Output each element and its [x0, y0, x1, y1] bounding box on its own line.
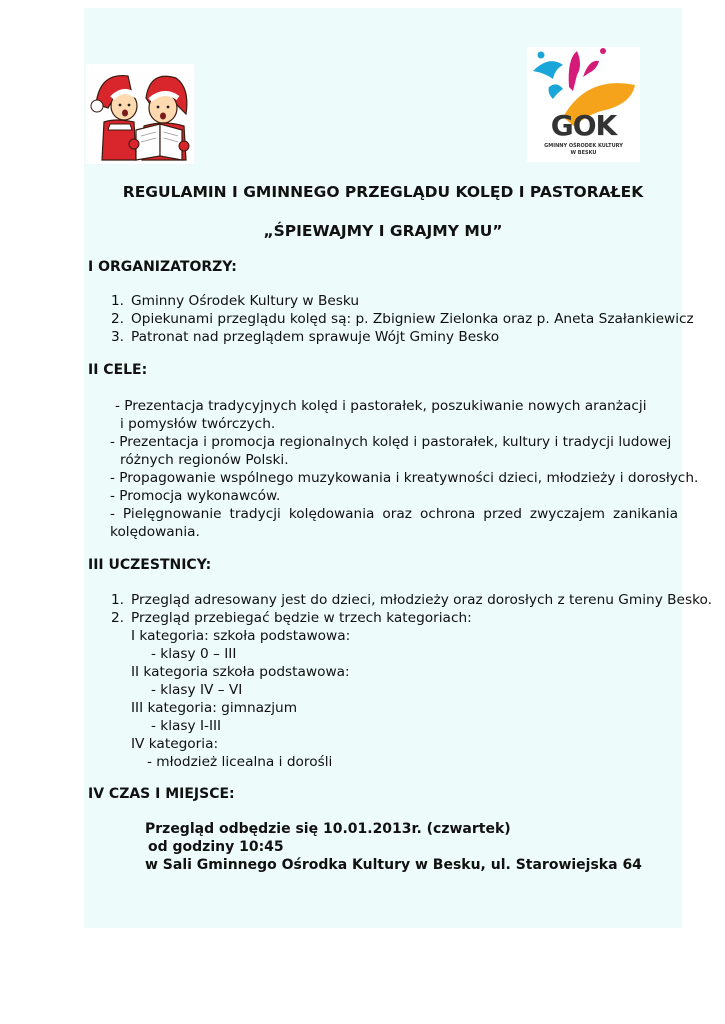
goal-5-line1: - Pielęgnowanie tradycji kolędowania oraz ochrona przed zwyczajem zanikania [110, 506, 678, 522]
list-item-text: Przegląd adresowany jest do dzieci, młodzieży oraz dorosłych z terenu Gminy Besko. [131, 592, 713, 608]
goal-3: - Propagowanie wspólnego muzykowania i kreatywności dzieci, młodzieży i dorosłych. [110, 470, 699, 486]
goal-1-line2: i pomysłów twórczych. [120, 416, 276, 432]
logo-caption-line2: W BESKU [570, 150, 597, 156]
goal-1-line1: - Prezentacja tradycyjnych kolęd i pastorałek, poszukiwanie nowych aranżacji [115, 398, 647, 414]
list-item-text: Przegląd przebiegać będzie w trzech kategoriach: [131, 610, 472, 626]
category-4-detail: - młodzież licealna i dorośli [147, 754, 333, 770]
category-3-name: III kategoria: gimnazjum [131, 700, 298, 716]
section-heading-time-place: IV CZAS I MIEJSCE: [88, 786, 235, 802]
carolers-illustration [86, 64, 194, 164]
goal-5-line2: kolędowania. [110, 524, 200, 540]
goal-4: - Promocja wykonawców. [110, 488, 281, 504]
list-number: 3. [110, 329, 124, 345]
logo-text: GOK [550, 109, 617, 142]
event-time: od godziny 10:45 [148, 839, 284, 855]
section-heading-participants: III UCZESTNICY: [88, 557, 212, 573]
gok-logo [527, 47, 640, 162]
list-item-text: Gminny Ośrodek Kultury w Besku [131, 293, 360, 309]
list-item-text: Opiekunami przeglądu kolęd są: p. Zbigniew Zielonka oraz p. Aneta Szałankiewicz [131, 311, 694, 327]
list-number: 1. [110, 592, 124, 608]
goal-2-line2: różnych regionów Polski. [120, 452, 289, 468]
list-item-text: Patronat nad przeglądem sprawuje Wójt Gminy Besko [131, 329, 500, 345]
logo-caption-line1: GMINNY OŚRODEK KULTURY [544, 143, 623, 149]
category-1-detail: - klasy 0 – III [151, 646, 237, 662]
section-heading-organizers: I ORGANIZATORZY: [88, 259, 237, 275]
goal-2-line1: - Prezentacja i promocja regionalnych kolęd i pastorałek, kultury i tradycji ludowej [110, 434, 672, 450]
category-3-detail: - klasy I-III [151, 718, 222, 734]
event-date: Przegląd odbędzie się 10.01.2013r. (czwartek) [145, 821, 511, 837]
list-number: 2. [110, 610, 124, 626]
category-4-name: IV kategoria: [131, 736, 219, 752]
category-1-name: I kategoria: szkoła podstawowa: [131, 628, 351, 644]
category-2-detail: - klasy IV – VI [151, 682, 243, 698]
category-2-name: II kategoria szkoła podstawowa: [131, 664, 350, 680]
list-number: 2. [110, 311, 124, 327]
section-heading-goals: II CELE: [88, 362, 148, 378]
event-location: w Sali Gminnego Ośrodka Kultury w Besku, ul. Starowiejska 64 [145, 857, 642, 873]
list-number: 1. [110, 293, 124, 309]
document-title: REGULAMIN I GMINNEGO PRZEGLĄDU KOLĘD I PASTORAŁEK [122, 183, 644, 201]
document-subtitle: „ŚPIEWAJMY I GRAJMY MU” [263, 222, 503, 240]
